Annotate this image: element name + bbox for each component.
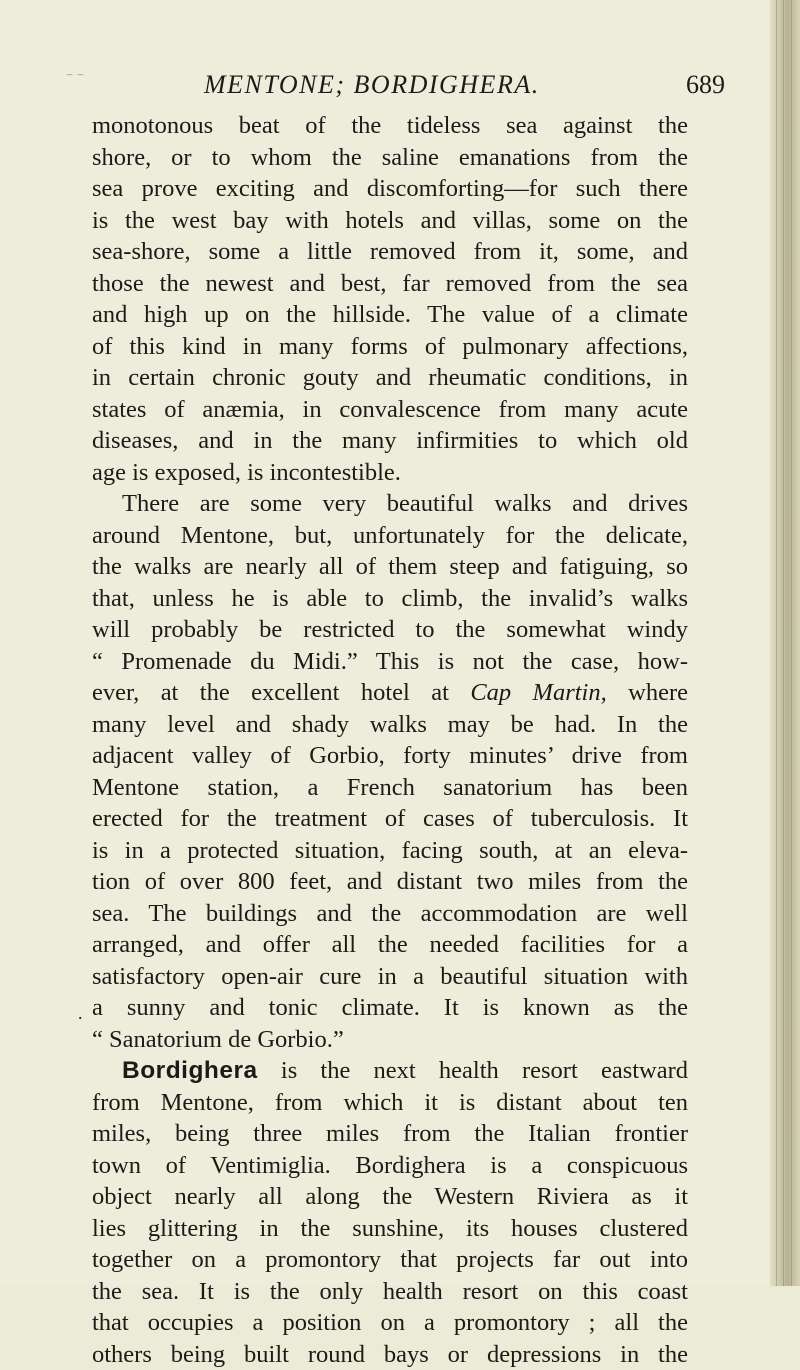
text-line: from Mentone, from which it is distant about ten <box>92 1087 688 1119</box>
text-segment: where <box>628 679 688 706</box>
page-number: 689 <box>686 70 725 100</box>
page-header <box>0 70 800 110</box>
text-line-cap-martin <box>92 677 688 709</box>
body-text <box>92 110 688 1370</box>
text-line: town of Ventimiglia. Bordighera is a conspicuous <box>92 1150 688 1182</box>
text-segment: ever, at the excellent hotel at <box>92 679 449 706</box>
text-line: age is exposed, is incontestible. <box>92 457 688 489</box>
text-line: those the newest and best, far removed from the sea <box>92 268 688 300</box>
bold-lead-term: Bordighera <box>122 1057 258 1084</box>
margin-dot: . <box>78 1003 83 1024</box>
text-line: of this kind in many forms of pulmonary affections, <box>92 331 688 363</box>
text-line: the sea. It is the only health resort on this coast <box>92 1276 688 1308</box>
page-gutter <box>770 0 800 1286</box>
text-line: erected for the treatment of cases of tuberculosis. It <box>92 803 688 835</box>
text-line: object nearly all along the Western Riviera as it <box>92 1181 688 1213</box>
text-line: is the west bay with hotels and villas, some on the <box>92 205 688 237</box>
text-line: miles, being three miles from the Italian frontier <box>92 1118 688 1150</box>
text-line: sea. The buildings and the accommodation are well <box>92 898 688 930</box>
running-title: MENTONE; BORDIGHERA. <box>204 70 540 100</box>
text-line-bordighera <box>92 1055 688 1087</box>
gutter-edge-line <box>791 0 792 1286</box>
text-line: shore, or to whom the saline emanations from the <box>92 142 688 174</box>
text-line: sea-shore, some a little removed from it, some, and <box>92 236 688 268</box>
text-line: states of anæmia, in convalescence from many acute <box>92 394 688 426</box>
text-line: tion of over 800 feet, and distant two miles from the <box>92 866 688 898</box>
corner-ticks: ⁻ ⁻ <box>66 70 84 87</box>
text-line: around Mentone, but, unfortunately for the delicate, <box>92 520 688 552</box>
text-line: monotonous beat of the tideless sea against the <box>92 110 688 142</box>
text-line: together on a promontory that projects far out into <box>92 1244 688 1276</box>
text-line: that, unless he is able to climb, the invalid’s walks <box>92 583 688 615</box>
text-line: adjacent valley of Gorbio, forty minutes’ drive from <box>92 740 688 772</box>
text-line: “ Sanatorium de Gorbio.” <box>92 1024 688 1056</box>
text-line: a sunny and tonic climate. It is known as the <box>92 992 688 1024</box>
text-line: lies glittering in the sunshine, its houses clustered <box>92 1213 688 1245</box>
text-line: that occupies a position on a promontory ; all the <box>92 1307 688 1339</box>
text-line: in certain chronic gouty and rheumatic conditions, in <box>92 362 688 394</box>
text-line: others being built round bays or depressions in the <box>92 1339 688 1370</box>
text-line: and high up on the hillside. The value of a climate <box>92 299 688 331</box>
gutter-edge-line <box>776 0 777 1286</box>
text-line: will probably be restricted to the somewhat windy <box>92 614 688 646</box>
text-line: many level and shady walks may be had. In the <box>92 709 688 741</box>
text-line: satisfactory open-air cure in a beautiful situation with <box>92 961 688 993</box>
italic-place-name: Cap Martin, <box>470 679 606 706</box>
text-segment: is the next health resort eastward <box>281 1057 688 1084</box>
text-line: sea prove exciting and discomforting—for such there <box>92 173 688 205</box>
gutter-edge-line <box>783 0 784 1286</box>
text-line: Mentone station, a French sanatorium has been <box>92 772 688 804</box>
text-line: is in a protected situation, facing south, at an eleva- <box>92 835 688 867</box>
text-line: arranged, and offer all the needed facilities for a <box>92 929 688 961</box>
text-line: diseases, and in the many infirmities to which old <box>92 425 688 457</box>
text-line: “ Promenade du Midi.” This is not the case, how- <box>92 646 688 678</box>
text-line: There are some very beautiful walks and drives <box>92 488 688 520</box>
text-line: the walks are nearly all of them steep and fatiguing, so <box>92 551 688 583</box>
